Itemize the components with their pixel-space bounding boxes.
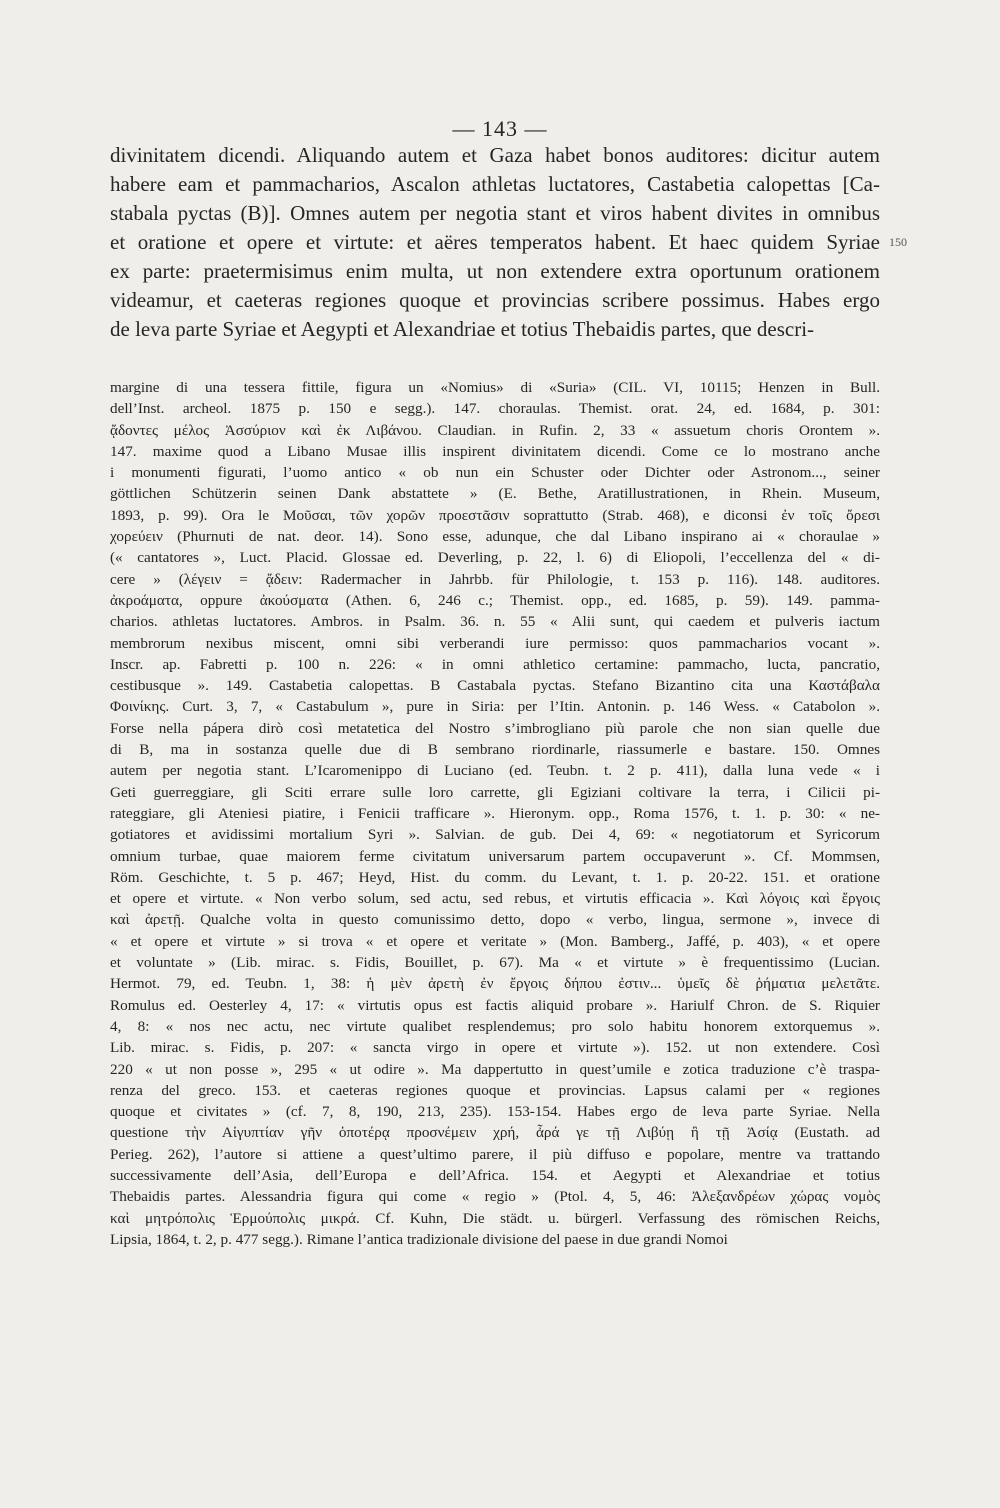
footnote-line: margine di una tessera fittile, figura un «Nomius» di «Suria» (CIL. VI, 10115; Henzen in Bull. [110, 379, 880, 396]
main-text-line: divinitatem dicendi. Aliquando autem et Gaza habet bonos auditores: dicitur autem [110, 143, 880, 167]
footnote-line: cestibusque ». 149. Castabetia calopettas. B Castabala pyctas. Stefano Bizantino cita una Καστάβαλα [110, 677, 880, 695]
footnote-line: rateggiare, gli Ateniesi piatire, i Fenicii trafficare ». Hieronym. opp., Roma 1576, t. 1. p. 30: « ne- [110, 804, 880, 822]
main-text-line: stabala pyctas (B)]. Omnes autem per negotia stant et viros habent divites in omnibus [110, 201, 880, 225]
footnote-line: Hermot. 79, ed. Teubn. 1, 38: ἡ μὲν ἀρετὴ ἐν ἔργοις δήπου ἐστιν... ὑμεῖς δὲ ῥήματια μελετᾶτε. [110, 975, 880, 993]
footnote-line: ᾄδοντες μέλος Ἀσσύριον καὶ ἐκ Λιβάνου. Claudian. in Rufin. 2, 33 « assuetum choris Orontem ». [110, 421, 880, 439]
footnote-line: di B, ma in sostanza quelle due di B sembrano riordinarle, riassumerle e bastare. 150. Omnes [110, 741, 880, 759]
footnote-line: quoque et civitates » (cf. 7, 8, 190, 213, 235). 153-154. Habes ergo de leva parte Syriae. Nella [110, 1103, 880, 1121]
footnote-line: καὶ ἀρετῇ. Qualche volta in questo comunissimo detto, dopo « verbo, lingua, sermone », invece di [110, 911, 880, 929]
footnote-line: καὶ μητρόπολις Ἑρμούπολις μικρά. Cf. Kuhn, Die städt. u. bürgerl. Verfassung des römischen Reichs, [110, 1209, 880, 1227]
footnote-line: membrorum nexibus miscent, omni sibi verberandi iure permisso: quos pammacharios vocant ». [110, 634, 880, 652]
main-text-line: et oratione et opere et virtute: et aëres temperatos habent. Et haec quidem Syriae [110, 230, 880, 254]
main-text-line: de leva parte Syriae et Aegypti et Alexandriae et totius Thebaidis partes, que descri- [110, 317, 815, 341]
footnote-line: charios. athletas luctatores. Ambros. in Psalm. 36. n. 55 « Alii sunt, qui caedem et pulveris iactum [110, 613, 880, 631]
footnote-line: ἀκροάματα, oppure ἀκούσματα (Athen. 6, 246 c.; Themist. opp., ed. 1685, p. 59). 149. pamma- [110, 591, 880, 609]
footnotes-block [110, 377, 880, 1250]
footnote-line: Φοινίκης. Curt. 3, 7, « Castabulum », pure in Siria: per l’Itin. Antonin. p. 146 Wess. « Catabolon ». [110, 698, 880, 716]
main-text-line: ex parte: praetermisimus enim multa, ut non extendere extra oportunum orationem [110, 259, 880, 283]
footnote-line: 220 « ut non posse », 295 « ut odire ». Ma dappertutto in quest’umile e zotica traduzione c’è traspa- [110, 1060, 880, 1078]
footnote-line: (« cantatores », Luct. Placid. Glossae ed. Deverling, p. 22, l. 6) di Eliopoli, l’eccellenza del « di- [110, 549, 880, 567]
footnote-line: omnium turbae, quae maiorem ferme civitatum universarum partem occupaverunt ». Cf. Mommsen, [110, 847, 880, 865]
footnote-line: Forse nella pápera dirò così metatetica del Nostro s’imbrogliano più parole che non sian quelle due [110, 719, 880, 737]
footnote-line: Lipsia, 1864, t. 2, p. 477 segg.). Rimane l’antica tradizionale divisione del paese in due grandi Nomoi [110, 1230, 728, 1248]
footnote-line: renza del greco. 153. et caeteras regiones quoque et provincias. Lapsus calami per « regiones [110, 1081, 880, 1099]
footnote-line: Lib. mirac. s. Fidis, p. 207: « sancta virgo in opere et virtute »). 152. ut non extendere. Così [110, 1039, 880, 1057]
footnote-line: et opere et virtute. « Non verbo solum, sed actu, sed rebus, et virtutis efficacia ». Καὶ λόγοις καὶ ἔργοις [110, 890, 880, 908]
footnote-line: Perieg. 262), l’autore si attiene a quest’ultimo parere, il più diffuso e popolare, mentre va trattando [110, 1145, 880, 1163]
main-text-line: habere eam et pammacharios, Ascalon athletas luctatores, Castabetia calopettas [Ca- [110, 172, 880, 196]
footnote-line: « et opere et virtute » si trova « et opere et veritate » (Mon. Bamberg., Jaffé, p. 403), « et opere [110, 932, 880, 950]
footnote-line: questione τὴν Αἰγυπτίαν γῆν ὁποτέρᾳ προσνέμειν χρή, ἆρά γε τῇ Λιβύῃ ἢ τῇ Ἀσίᾳ (Eustath. ad [110, 1124, 880, 1142]
footnote-line: i monumenti figurati, l’uomo antico « ob nun ein Schuster oder Dichter oder Astronom..., seiner [110, 464, 880, 482]
footnote-line: göttlichen Schützerin seinen Dank abstattete » (E. Bethe, Aratillustrationen, in Rhein. Museum, [110, 485, 880, 503]
page-number: — 143 — [452, 116, 548, 141]
footnote-line: 147. maxime quod a Libano Musae illis inspirent divinitatem dicendi. Come ce lo mostrano anche [110, 442, 880, 460]
footnote-line: 1893, p. 99). Ora le Μοῦσαι, τῶν χορῶν προεστᾶσιν soprattutto (Strab. 468), e diconsi ἐν τοῖς ὄρεσι [110, 506, 880, 524]
footnote-line: Geti guerreggiare, gli Sciti errare sulle loro carrette, gli Egiziani coltivare la terra, i Cilicii pi- [110, 783, 880, 801]
footnote-line: χορεύειν (Phurnuti de nat. deor. 14). Sono esse, adunque, che dal Libano inspirano ai « choraulae » [110, 528, 880, 546]
footnote-line: dell’Inst. archeol. 1875 p. 150 e segg.). 147. choraulas. Themist. orat. 24, ed. 1684, p. 301: [110, 400, 880, 418]
footnote-line: 4, 8: « nos nec actu, nec virtute qualibet resplendemus; pro solo habitu honorem extorquemus ». [110, 1017, 880, 1035]
main-text-line: videamur, et caeteras regiones quoque et provincias scribere possimus. Habes ergo [110, 288, 880, 312]
footnote-line: cere » (λέγειν = ᾄδειν: Radermacher in Jahrbb. für Philologie, t. 153 p. 116). 148. auditores. [110, 570, 880, 588]
footnote-line: successivamente dell’Asia, dell’Europa e dell’Africa. 154. et Aegypti et Alexandriae et totius [110, 1166, 880, 1184]
footnote-line: Inscr. ap. Fabretti p. 100 n. 226: « in omni athletico certamine: pammacho, lucta, pancratio, [110, 655, 880, 673]
footnote-line: Röm. Geschichte, t. 5 p. 467; Heyd, Hist. du comm. du Levant, t. 1. p. 20-22. 151. et oratione [110, 868, 880, 886]
margin-line-number: 150 [889, 235, 907, 249]
footnote-line: et voluntate » (Lib. mirac. s. Fidis, Bouillet, p. 67). Ma « et virtute » è frequentissimo (Lucian. [110, 954, 880, 972]
footnote-line: Romulus ed. Oesterley 4, 17: « virtutis opus est factis aliquid probare ». Hariulf Chron. de S. Riquier [110, 996, 880, 1014]
main-text-block [110, 141, 880, 344]
footnote-line: autem per negotia stant. L’Icaromenippo di Luciano (ed. Teubn. t. 2 p. 411), dalla luna vede « i [110, 762, 880, 780]
footnote-line: Thebaidis partes. Alessandria figura qui come « regio » (Ptol. 4, 5, 46: Ἀλεξανδρέων χώρας νομὸς [110, 1188, 880, 1206]
footnote-line: gotiatores et avidissimi mortalium Syri ». Salvian. de gub. Dei 4, 69: « negotiatorum et Syricorum [110, 826, 880, 844]
